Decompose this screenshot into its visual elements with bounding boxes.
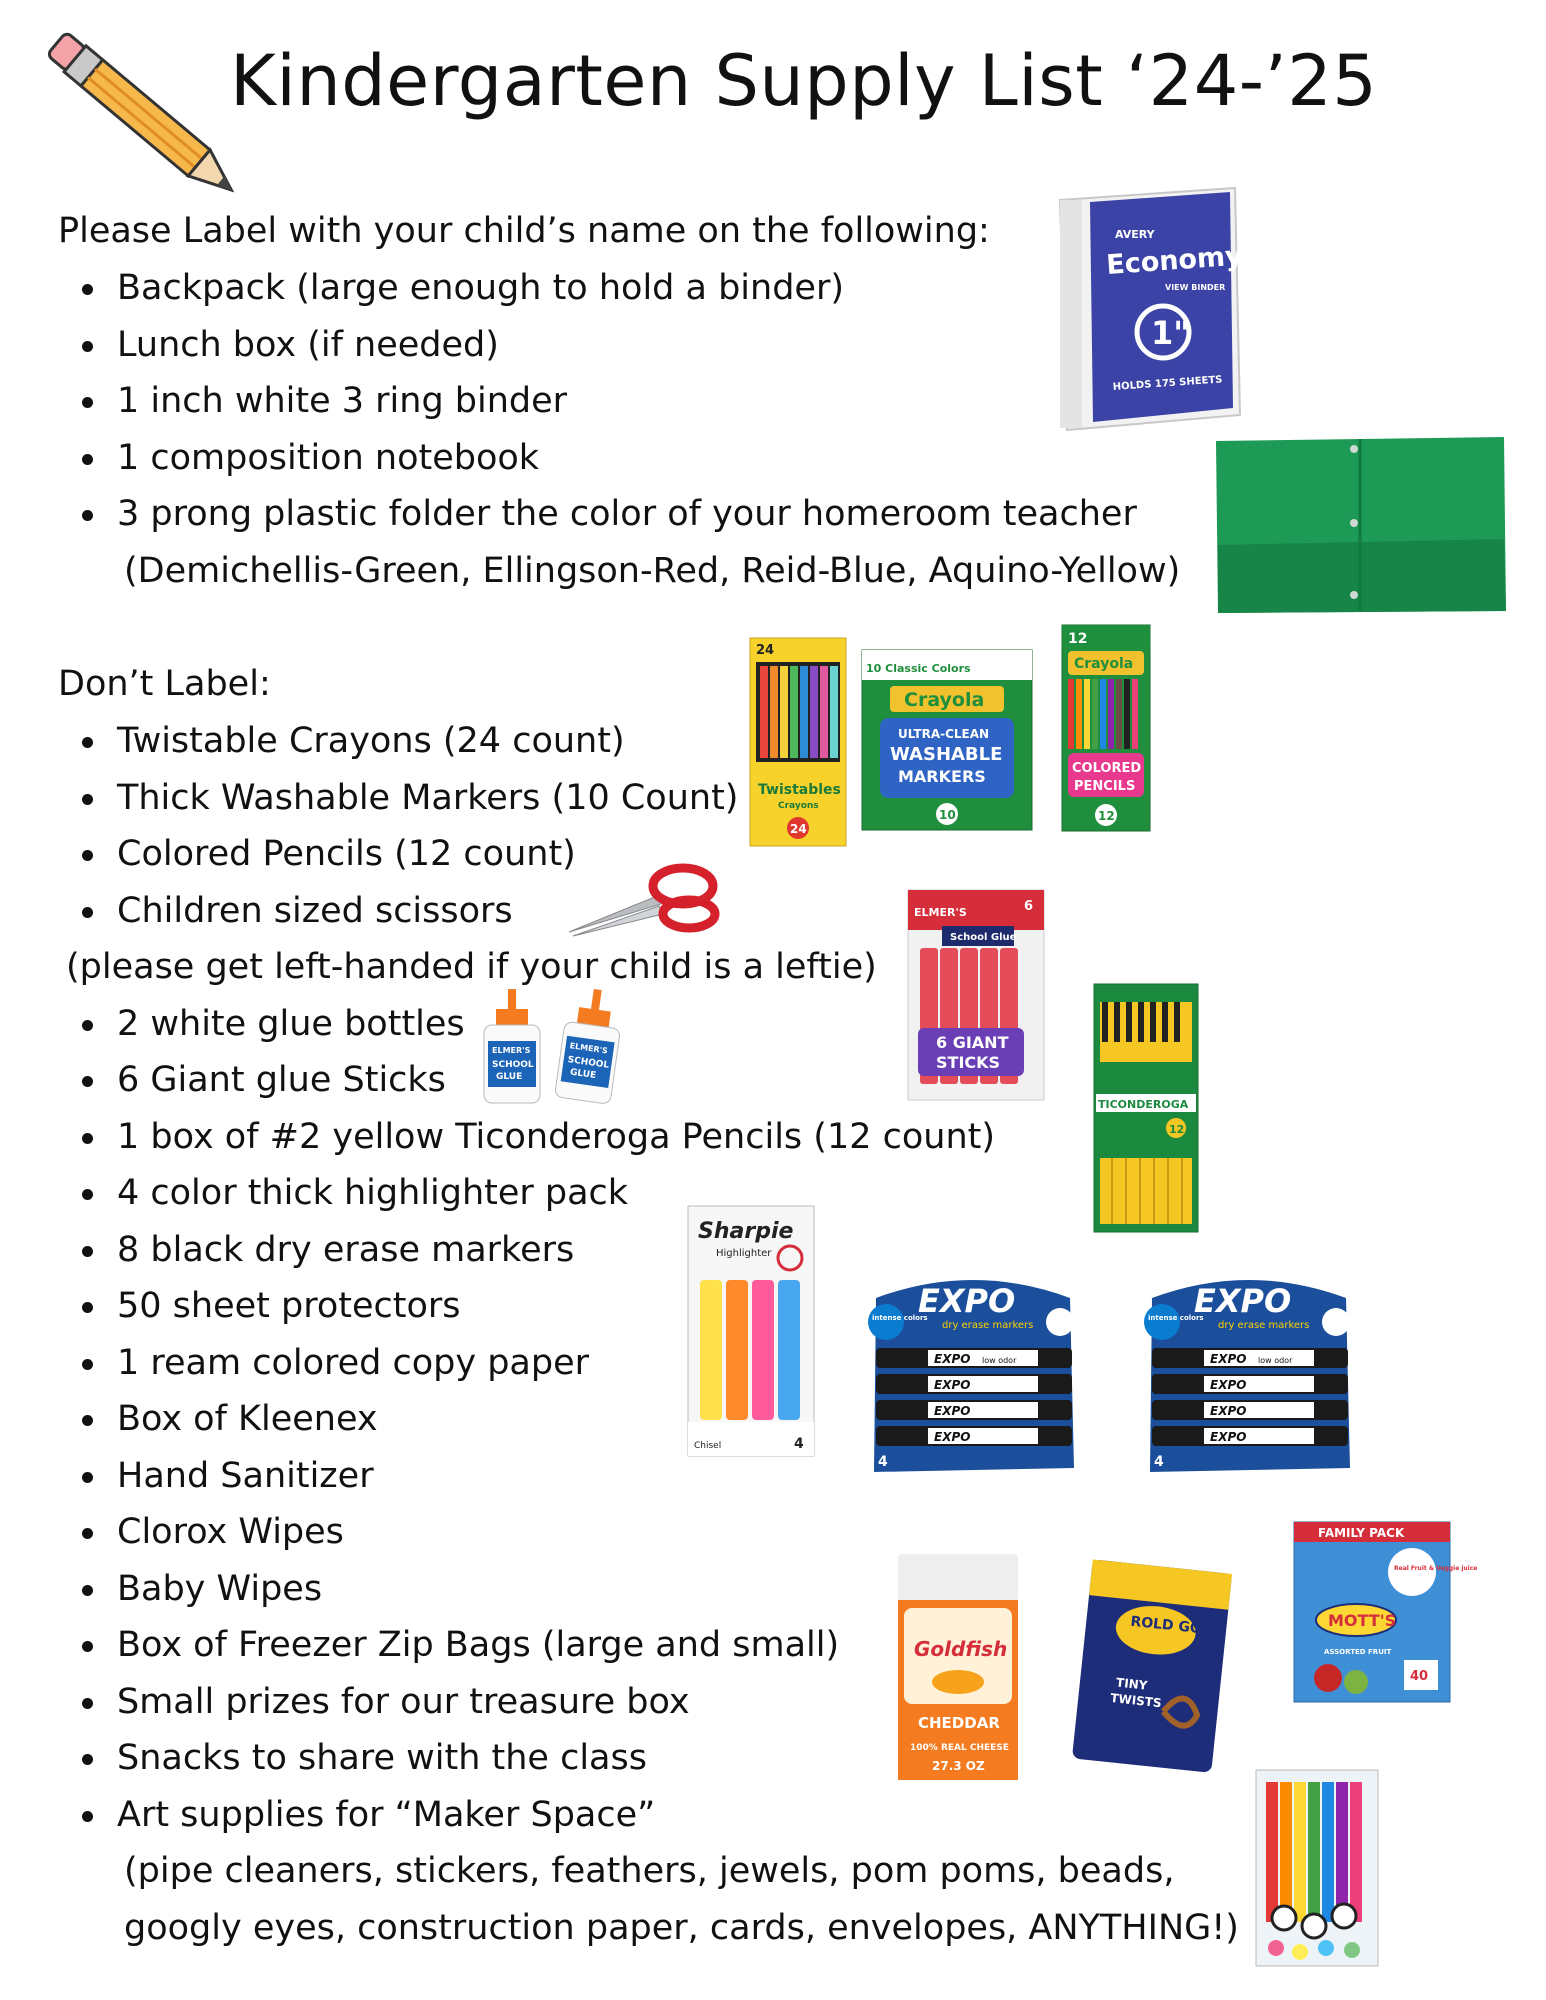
bullet-icon (82, 794, 93, 805)
goldfish-size: 27.3 OZ (932, 1759, 985, 1773)
expo-odor: low odor (982, 1356, 1017, 1365)
list-item: Small prizes for our treasure box (117, 1682, 690, 1722)
bullet-icon (82, 1698, 93, 1709)
gluesticks-brand: ELMER'S (914, 906, 967, 919)
expo-count: 4 (878, 1454, 888, 1470)
pretzels-line-2: TWISTS (1109, 1690, 1163, 1711)
expo-pen-label: EXPO (1210, 1404, 1247, 1418)
bullet-icon (82, 397, 93, 408)
scissors-note: (please get left-handed if your child is a leftie) (66, 947, 877, 987)
bullet-icon (82, 1472, 93, 1483)
motts-banner: FAMILY PACK (1318, 1526, 1405, 1540)
motts-brand: MOTT'S (1328, 1611, 1397, 1630)
art-note-line-1: (pipe cleaners, stickers, feathers, jewels, pom poms, beads, (124, 1851, 1175, 1891)
list-item: Lunch box (if needed) (117, 325, 499, 365)
binder-sub: VIEW BINDER (1165, 283, 1226, 292)
expo-pen-label: EXPO (934, 1378, 971, 1392)
glue-brand-2: ELMER'S (569, 1041, 609, 1056)
glue-line-2: GLUE (496, 1072, 523, 1082)
bullet-icon (82, 454, 93, 465)
craft-pack-image (1254, 1768, 1380, 1968)
dont-label-heading: Don’t Label: (58, 664, 271, 704)
pencils-line-1: COLORED (1072, 761, 1142, 776)
expo-brand: EXPO (1194, 1282, 1292, 1320)
list-item: 1 inch white 3 ring binder (117, 381, 568, 421)
goldfish-flavor: CHEDDAR (918, 1714, 1000, 1732)
list-item: 2 white glue bottles (117, 1004, 465, 1044)
expo-sub: dry erase markers (1218, 1320, 1310, 1331)
motts-badge: Real Fruit & Veggie juice (1394, 1565, 1478, 1572)
bullet-icon (82, 1302, 93, 1313)
expo-pen-label: EXPO (934, 1404, 971, 1418)
pencils-image (1060, 623, 1152, 833)
highlighter-chisel: Chisel (694, 1441, 722, 1451)
bullet-icon (82, 1415, 93, 1426)
gluesticks-count-top: 6 (1024, 899, 1034, 914)
gluesticks-big-1: 6 GIANT (936, 1033, 1009, 1052)
list-item: 4 color thick highlighter pack (117, 1173, 629, 1213)
bullet-icon (82, 1076, 93, 1087)
binder-brand: AVERY (1115, 228, 1155, 241)
list-item: Thick Washable Markers (10 Count) (117, 778, 739, 818)
bullet-icon (82, 907, 93, 918)
list-item: Twistable Crayons (24 count) (117, 721, 625, 761)
pencils-count: 12 (1098, 809, 1115, 823)
gluesticks-label: School Glue (950, 932, 1017, 943)
binder-size: 1" (1151, 314, 1190, 352)
highlighter-count: 4 (794, 1436, 804, 1452)
motts-image (1292, 1520, 1478, 1704)
list-item: Backpack (large enough to hold a binder) (117, 268, 845, 308)
markers-top: 10 Classic Colors (866, 662, 971, 675)
bullet-icon (82, 1754, 93, 1765)
highlighter-brand: Sharpie (698, 1219, 794, 1244)
pencils-count-top: 12 (1068, 631, 1088, 647)
expo-badge: intense colors (1148, 1314, 1204, 1322)
crayons-image (748, 636, 848, 848)
expo-odor: low odor (1258, 1356, 1293, 1365)
expo-sub: dry erase markers (942, 1320, 1034, 1331)
page-title: Kindergarten Supply List ‘24-’25 (230, 40, 1378, 122)
goldfish-cheese: 100% REAL CHEESE (910, 1743, 1009, 1753)
expo-pen-label: EXPO (934, 1430, 971, 1444)
list-item: 3 prong plastic folder the color of your homeroom teacher (117, 494, 1137, 534)
scissors-image (565, 862, 725, 940)
glue-line-1b: SCHOOL (566, 1055, 610, 1071)
list-item: Hand Sanitizer (117, 1456, 374, 1496)
bullet-icon (82, 1020, 93, 1031)
markers-line-1: ULTRA-CLEAN (898, 727, 990, 741)
pencils-line-2: PENCILS (1074, 779, 1136, 794)
glue-line-1: SCHOOL (492, 1060, 534, 1070)
bullet-icon (82, 284, 93, 295)
pencil-icon (20, 12, 260, 217)
binder-holds: HOLDS 175 SHEETS (1112, 374, 1223, 393)
label-heading: Please Label with your child’s name on the following: (58, 211, 990, 251)
list-item: Box of Freezer Zip Bags (large and small) (117, 1625, 840, 1665)
folder-image (1214, 435, 1506, 613)
pretzels-image (1068, 1560, 1234, 1772)
pencils-brand: Crayola (1074, 656, 1134, 672)
list-item: Colored Pencils (12 count) (117, 834, 576, 874)
expo-pack-image (1132, 1268, 1366, 1482)
ticonderoga-image (1092, 982, 1200, 1234)
motts-count: 40 (1410, 1669, 1429, 1684)
expo-pen-label: EXPO (934, 1352, 971, 1366)
bullet-icon (82, 510, 93, 521)
list-item: 6 Giant glue Sticks (117, 1060, 446, 1100)
bullet-icon (82, 1811, 93, 1822)
bullet-icon (82, 1585, 93, 1596)
glue-bottles-image (478, 985, 628, 1107)
bullet-icon (82, 1528, 93, 1539)
expo-count: 4 (1154, 1454, 1164, 1470)
list-item: 1 box of #2 yellow Ticonderoga Pencils (12 count) (117, 1117, 996, 1157)
list-item: 1 composition notebook (117, 438, 540, 478)
list-item: Snacks to share with the class (117, 1738, 647, 1778)
bullet-icon (82, 1189, 93, 1200)
glue-line-2b: GLUE (569, 1067, 597, 1082)
gluesticks-big-2: STICKS (936, 1053, 1001, 1072)
bullet-icon (82, 1641, 93, 1652)
markers-line-3: MARKERS (898, 767, 986, 786)
crayons-count: 24 (790, 822, 807, 836)
bullet-icon (82, 1246, 93, 1257)
expo-brand: EXPO (918, 1282, 1016, 1320)
ticonderoga-count: 12 (1169, 1123, 1185, 1136)
highlighter-sub: Highlighter (716, 1248, 772, 1259)
bullet-icon (82, 1359, 93, 1370)
expo-pen-label: EXPO (1210, 1378, 1247, 1392)
binder-image (1055, 180, 1244, 430)
motts-sub: ASSORTED FRUIT (1324, 1648, 1392, 1656)
highlighter-image (686, 1204, 816, 1458)
markers-line-2: WASHABLE (890, 744, 1003, 765)
folder-note: (Demichellis-Green, Ellingson-Red, Reid-Blue, Aquino-Yellow) (124, 551, 1181, 591)
list-item: Art supplies for “Maker Space” (117, 1795, 656, 1835)
markers-brand: Crayola (904, 689, 985, 711)
list-item: 1 ream colored copy paper (117, 1343, 590, 1383)
art-note-line-2: googly eyes, construction paper, cards, envelopes, ANYTHING!) (124, 1908, 1239, 1948)
bullet-icon (82, 850, 93, 861)
markers-count: 10 (939, 808, 956, 822)
markers-image (860, 648, 1034, 832)
crayons-name: Twistables (758, 782, 841, 798)
list-item: Clorox Wipes (117, 1512, 344, 1552)
expo-pack-image (856, 1268, 1090, 1482)
goldfish-brand: Goldfish (914, 1637, 1008, 1661)
glue-brand: ELMER'S (492, 1046, 531, 1055)
bullet-icon (82, 1133, 93, 1144)
expo-pen-label: EXPO (1210, 1430, 1247, 1444)
bullet-icon (82, 341, 93, 352)
list-item: Children sized scissors (117, 891, 513, 931)
list-item: Box of Kleenex (117, 1399, 378, 1439)
list-item: 8 black dry erase markers (117, 1230, 575, 1270)
ticonderoga-brand: TICONDEROGA (1098, 1098, 1189, 1111)
pretzels-brand: ROLD GOLD (1129, 1613, 1223, 1640)
gluesticks-image (906, 888, 1046, 1102)
crayons-count-top: 24 (756, 643, 775, 658)
binder-name: Economy (1105, 240, 1244, 281)
goldfish-image (896, 1552, 1020, 1782)
list-item: 50 sheet protectors (117, 1286, 461, 1326)
expo-pen-label: EXPO (1210, 1352, 1247, 1366)
crayons-sub: Crayons (778, 801, 819, 811)
bullet-icon (82, 737, 93, 748)
pretzels-line-1: TINY (1115, 1675, 1149, 1693)
list-item: Baby Wipes (117, 1569, 323, 1609)
expo-badge: intense colors (872, 1314, 928, 1322)
